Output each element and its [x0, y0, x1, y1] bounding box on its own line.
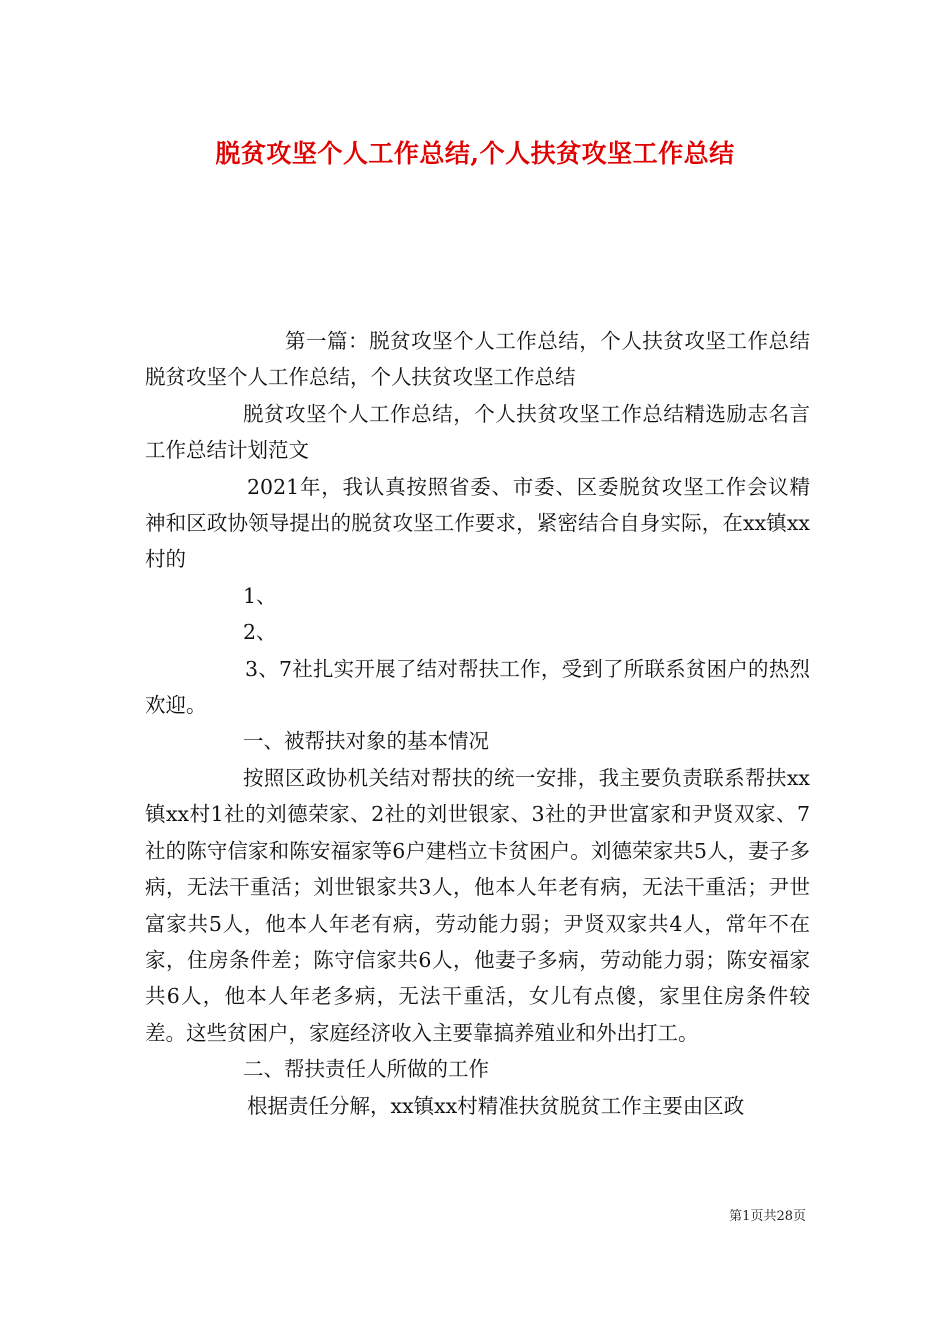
section-heading-2: 二、帮扶责任人所做的工作 [243, 1057, 489, 1082]
paragraph-intro: 第一篇：脱贫攻坚个人工作总结，个人扶贫攻坚工作总结脱贫攻坚个人工作总结，个人扶贫攻坚工作总结 [145, 329, 810, 390]
paragraph-opening: 2021年，我认真按照省委、市委、区委脱贫攻坚工作会议精神和区政协领导提出的脱贫攻坚工作要求，紧密结合自身实际，在xx镇xx村的 [145, 474, 810, 572]
document-title: 脱贫攻坚个人工作总结,个人扶贫攻坚工作总结 [215, 139, 735, 168]
paragraph-subtitle: 脱贫攻坚个人工作总结，个人扶贫攻坚工作总结精选励志名言工作总结计划范文 [145, 401, 810, 463]
paragraph-basic-situation: 按照区政协机关结对帮扶的统一安排，我主要负责联系帮扶xx镇xx村1社的刘德荣家、2社的刘世银家、3社的尹世富家和尹贤双家、7社的陈守信家和陈安福家等6户建档立卡贫困户。刘德荣家共5人，妻子多病，无法干重活；刘世银家共3人，他本人年老有病，无法干重活；尹世富家共5人，他本人年老有病，劳动能力弱；尹贤双家共4人，常年不在家，住房条件差；陈守信家共6人，他妻子多病，劳动能力弱；陈安福家共6人，他本人年老多病，无法干重活，女儿有点傻，家里住房条件较差。这些贫困户，家庭经济收入主要靠搞养殖业和外出打工。 [145, 765, 810, 1045]
paragraph-item-1: 1、 [243, 583, 277, 608]
section-heading-1: 一、被帮扶对象的基本情况 [243, 729, 489, 754]
paragraph-item-3: 3、7社扎实开展了结对帮扶工作，受到了所联系贫困户的热烈欢迎。 [145, 656, 810, 718]
paragraph-item-2: 2、 [243, 620, 277, 645]
page-number: 第1页共28页 [729, 1209, 806, 1224]
paragraph-responsibility: 根据责任分解，xx镇xx村精准扶贫脱贫工作主要由区政 [247, 1093, 745, 1118]
document-body [145, 323, 810, 1124]
